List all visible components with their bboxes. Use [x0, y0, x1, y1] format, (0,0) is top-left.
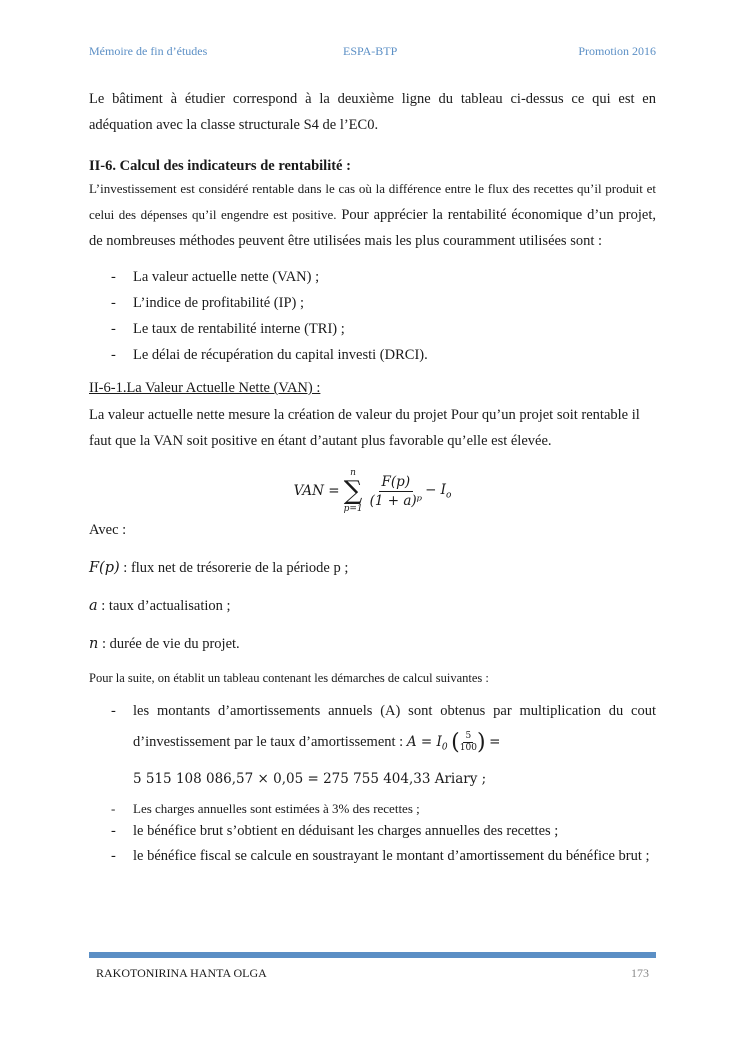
- van-formula: [89, 468, 656, 514]
- section-paragraph-b: Pour apprécier la rentabilité économique d’un projet, de nombreuses méthodes peuvent être utilisées mais les plus couramment utilisées sont :: [89, 207, 656, 249]
- subsection-title: II-6-1.La Valeur Actuelle Nette (VAN) :: [89, 380, 321, 396]
- page-content: [89, 86, 656, 869]
- list-item: - les montants d’amortissements annuels (A) sont obtenus par multiplication du cout d’investissement par le taux d’amortissement : $A = I_0$ ( 5 100 ) = 5 515 108 086,57 × 0,05 = 275 755 404,33 Ariary ;: [111, 703, 656, 787]
- list-item: - le bénéfice brut s’obtient en déduisant les charges annuelles des recettes ;: [111, 822, 559, 839]
- list-item: - Les charges annuelles sont estimées à 3% des recettes ;: [111, 800, 420, 816]
- formula-rhs: − $I_o$: [425, 481, 452, 501]
- section-title: II-6. Calcul des indicateurs de rentabilité :: [89, 158, 351, 174]
- subsection-paragraph: La valeur actuelle nette mesure la création de valeur du projet Pour qu’un projet soit rentable il faut que la VAN soit positive en étant d’autant plus favorable qu’elle est élevée.: [89, 407, 640, 449]
- list-item: - La valeur actuelle nette (VAN) ;: [111, 269, 320, 285]
- methods-list: [89, 264, 656, 368]
- formula-lhs: VAN =: [293, 483, 340, 499]
- footer-bar: [89, 952, 656, 958]
- steps-list: [89, 696, 656, 869]
- list-item: - Le taux de rentabilité interne (TRI) ;: [111, 321, 345, 337]
- sum-symbol: n ∑ p=1: [343, 468, 363, 514]
- header-left: Mémoire de fin d’études: [89, 44, 208, 58]
- section-paragraph: [89, 176, 656, 254]
- definitions: [89, 520, 656, 654]
- avec-label: Avec :: [89, 522, 127, 538]
- list-item: - le bénéfice fiscal se calcule en soustrayant le montant d’amortissement du bénéfice brut ;: [111, 847, 650, 864]
- intro-paragraph: Le bâtiment à étudier correspond à la deuxième ligne du tableau ci-dessus ce qui est en adéquation avec la classe structurale S4 de l’EC0.: [89, 91, 656, 133]
- footer-author: RAKOTONIRINA HANTA OLGA: [96, 966, 267, 980]
- header-right: Promotion 2016: [578, 44, 656, 58]
- section-paragraph-a: L’investissement est considéré rentable dans le cas où la différence entre le flux des recettes qu’il produit et celui des dépenses qu’il engendre est positive.: [89, 181, 656, 222]
- definition-item: n : durée de vie du projet.: [89, 636, 240, 652]
- header-center: ESPA-BTP: [343, 44, 398, 58]
- page-number: 173: [631, 966, 649, 980]
- list-item: - Le délai de récupération du capital investi (DRCI).: [111, 347, 428, 363]
- definition-item: F(p) : flux net de trésorerie de la période p ;: [89, 560, 349, 576]
- formula-fraction: $\frac{F(p)}{\text{(1 + a)ᵖ}}$: [369, 473, 423, 509]
- suite-paragraph: Pour la suite, on établit un tableau contenant les démarches de calcul suivantes :: [89, 671, 489, 685]
- list-item: - L’indice de profitabilité (IP) ;: [111, 295, 304, 311]
- definition-item: a : taux d’actualisation ;: [89, 598, 231, 614]
